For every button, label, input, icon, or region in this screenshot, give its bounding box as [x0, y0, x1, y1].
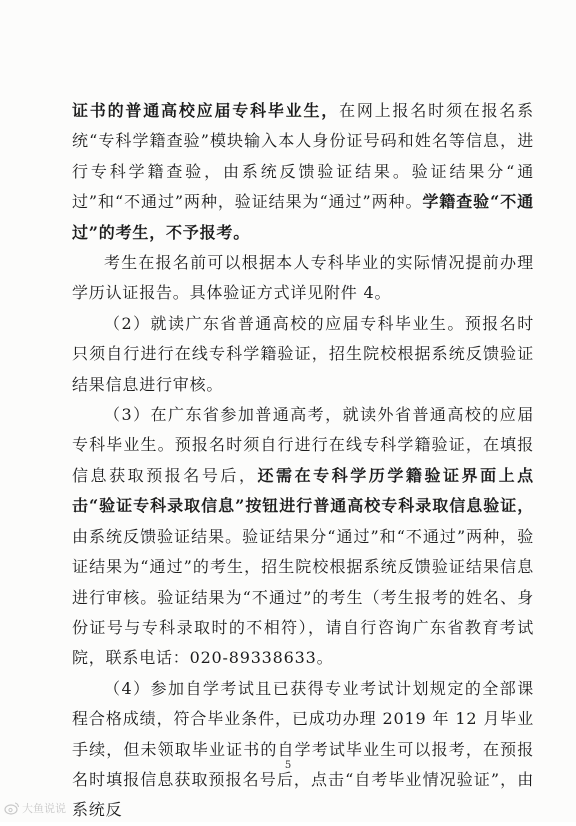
text-run: （4）参加自学考试且已获得专业考试计划规定的全部课程合格成绩，符合毕业条件，已成功办理 2019 年 12 月毕业手续，但未领取毕业证书的自学考试毕业生可以报考，在预报名时填报信息获取预报名号后，点击“自考毕业情况验证”，由系统反 [72, 678, 534, 820]
document-body [72, 96, 534, 826]
paragraph [72, 400, 534, 674]
paragraph [72, 309, 534, 400]
text-run: （3）在广东省参加普通高考，就读外省普通高校的应届专科毕业生。预报名时须自行进行在线专科学籍验证，在填报信息获取预报名号后， [72, 405, 534, 485]
text-run: 考生在报名前可以根据本人专科毕业的实际情况提前办理学历认证报告。具体验证方式详见附件 4。 [72, 253, 534, 303]
watermark-text: 大鱼说说 [22, 802, 66, 815]
paragraph [72, 674, 534, 826]
weibo-logo-icon [4, 801, 20, 815]
bold-text-run: 证书的普通高校应届专科毕业生， [72, 101, 340, 120]
bold-text-run: 学籍查验“不通过”的考生，不予报考。 [72, 192, 534, 242]
watermark [4, 800, 66, 816]
paragraph [72, 248, 534, 309]
text-run: 在网上报名时须在报名系统“专科学籍查验”模块输入本人身份证号码和姓名等信息，进行专科学籍查验，由系统反馈验证结果。验证结果分“通过”和“不通过”两种，验证结果为“通过”两种。 [72, 101, 534, 212]
paragraph [72, 96, 534, 248]
bold-text-run: 还需在专科学历学籍验证界面上点击“验证专科录取信息”按钮进行普通高校专科录取信息验证， [72, 465, 534, 516]
text-run: （2）就读广东省普通高校的应届专科毕业生。预报名时只须自行进行在线专科学籍验证，招生院校根据系统反馈验证结果信息进行审核。 [72, 313, 534, 394]
page-number: 5 [284, 760, 292, 771]
text-run: 由系统反馈验证结果。验证结果分“通过”和“不通过”两种，验证结果为“通过”的考生，招生院校根据系统反馈验证结果信息进行审核。验证结果为“不通过”的考生（考生报考的姓名、身份证号与专科录取时的不相符），请自行咨询广东省教育考试院，联系电话：020-89338633。 [72, 526, 534, 668]
